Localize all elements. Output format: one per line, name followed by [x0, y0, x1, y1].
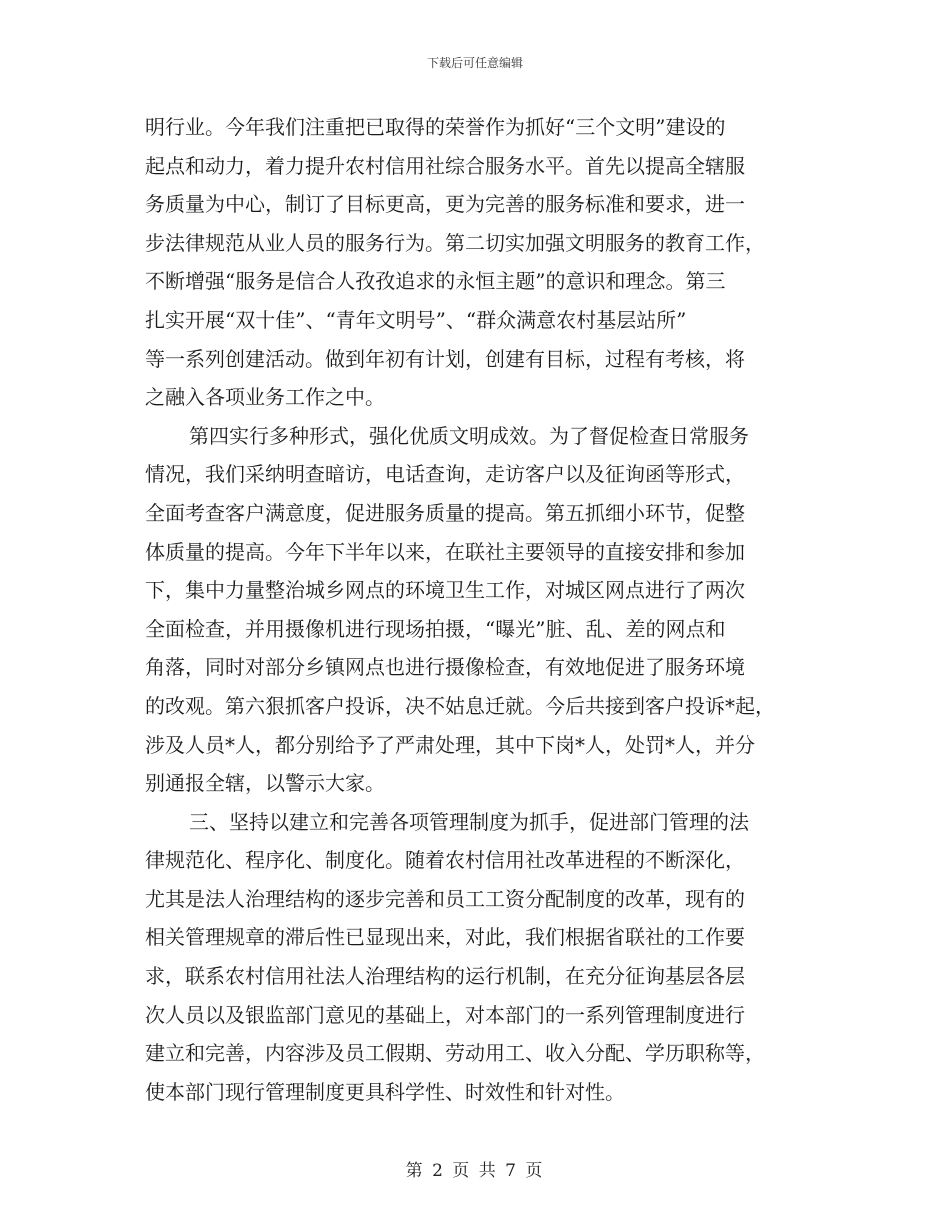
- text-line: 等一系列创建活动。做到年初有计划，创建有目标，过程有考核，将: [145, 346, 745, 371]
- text-line: 次人员以及银监部门意见的基础上，对本部门的一系列管理制度进行: [145, 1002, 745, 1027]
- text-line: 求，联系农村信用社法人治理结构的运行机制，在充分征询基层各层: [145, 964, 745, 989]
- text-line: 不断增强“服务是信合人孜孜追求的永恒主题”的意识和理念。第三: [145, 269, 726, 294]
- text-line: 全面检查，并用摄像机进行现场拍摄，“曝光”脏、乱、差的网点和: [145, 616, 726, 641]
- text-line: 下，集中力量整治城乡网点的环境卫生工作，对城区网点进行了两次: [145, 578, 745, 603]
- text-line: 角落，同时对部分乡镇网点也进行摄像检查，有效地促进了服务环境: [145, 655, 745, 680]
- text-line: 全面考查客户满意度，促进服务质量的提高。第五抓细小环节，促整: [145, 500, 745, 525]
- text-line: 明行业。今年我们注重把已取得的荣誉作为抓好“三个文明”建设的: [145, 115, 726, 139]
- text-line: 别通报全辖，以警示大家。: [145, 771, 385, 796]
- text-line: 相关管理规章的滞后性已显现出来，对此，我们根据省联社的工作要: [145, 925, 745, 950]
- text-line: 的改观。第六狠抓客户投诉，决不姑息迁就。今后共接到客户投诉*起，: [145, 693, 775, 718]
- text-line: 第四实行多种形式，强化优质文明成效。为了督促检查日常服务: [189, 423, 749, 448]
- text-line: 体质量的提高。今年下半年以来，在联社主要领导的直接安排和参加: [145, 539, 745, 564]
- text-line: 涉及人员*人，都分别给予了严肃处理，其中下岗*人，处罚*人，并分: [145, 732, 755, 757]
- page-header: 下载后可任意编辑: [426, 56, 523, 70]
- text-line: 步法律规范从业人员的服务行为。第二切实加强文明服务的教育工作，: [145, 230, 765, 255]
- text-line: 扎实开展“双十佳”、“青年文明号”、“群众满意农村基层站所”: [145, 307, 687, 332]
- text-line: 使本部门现行管理制度更具科学性、时效性和针对性。: [145, 1079, 625, 1104]
- text-line: 尤其是法人治理结构的逐步完善和员工工资分配制度的改革，现有的: [145, 886, 745, 911]
- text-line: 情况，我们采纳明查暗访，电话查询，走访客户以及征询函等形式，: [145, 462, 745, 487]
- document-body: [145, 108, 805, 1111]
- text-line: 律规范化、程序化、制度化。随着农村信用社改革进程的不断深化，: [145, 848, 745, 873]
- text-line: 起点和动力，着力提升农村信用社综合服务水平。首先以提高全辖服: [145, 153, 745, 178]
- text-line: 务质量为中心，制订了目标更高，更为完善的服务标准和要求，进一: [145, 192, 745, 217]
- page-footer: 第 2 页 共 7 页: [405, 1161, 545, 1181]
- text-line: 三、坚持以建立和完善各项管理制度为抓手，促进部门管理的法: [189, 809, 749, 834]
- text-line: 建立和完善，内容涉及员工假期、劳动用工、收入分配、学历职称等，: [145, 1041, 765, 1066]
- text-line: 之融入各项业务工作之中。: [145, 385, 385, 410]
